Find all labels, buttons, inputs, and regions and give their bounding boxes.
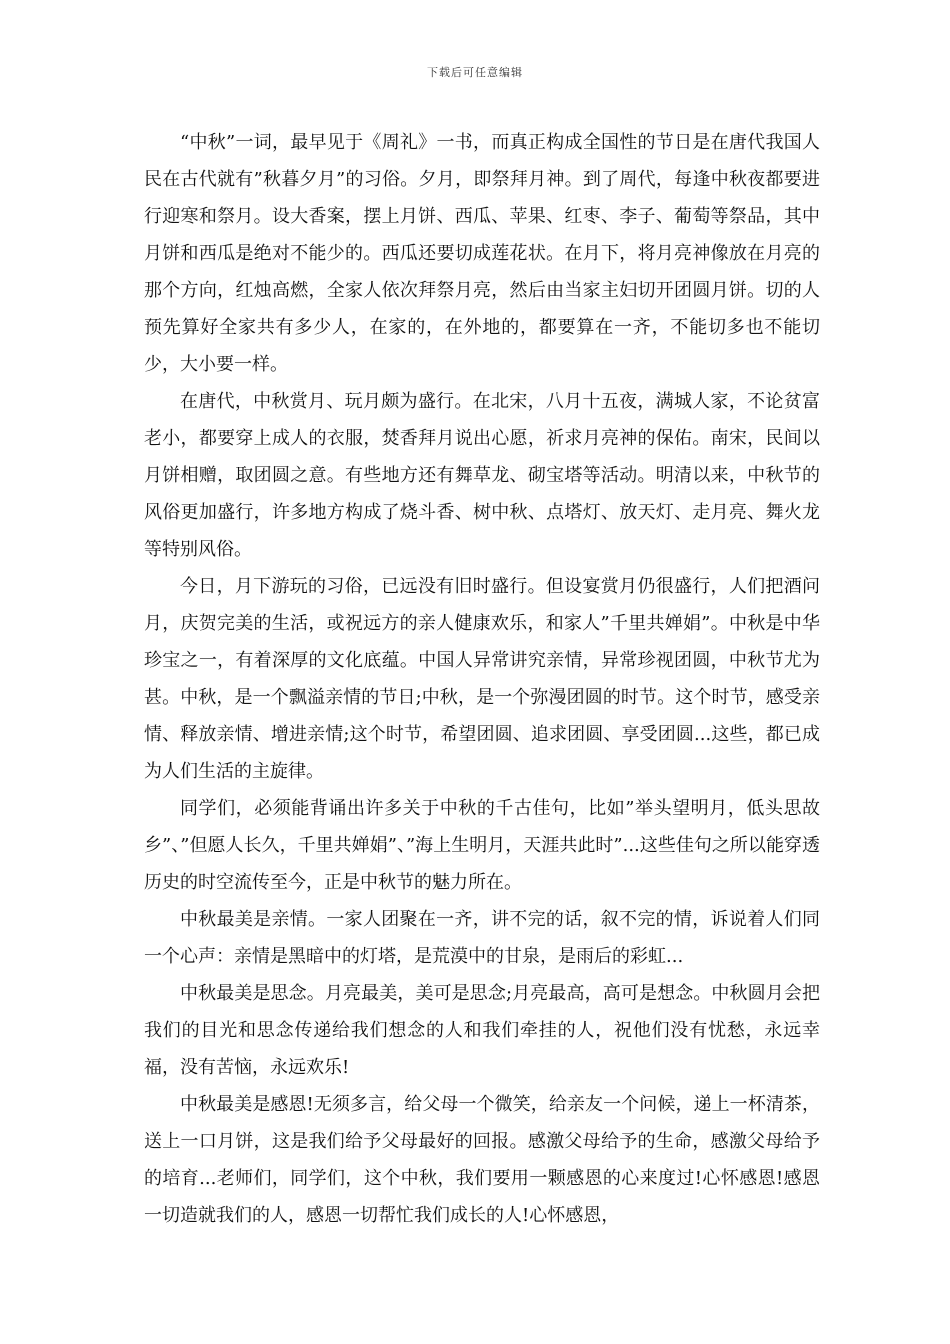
paragraph-3: 今日，月下游玩的习俗，已远没有旧时盛行。但设宴赏月仍很盛行，人们把酒问月，庆贺完美的生活，或祝远方的亲人健康欢乐，和家人”千里共婵娟”。中秋是中华珍宝之一，有着深厚的文化底蕴。中国人异常讲究亲情，异常珍视团圆，中秋节尤为甚。中秋，是一个飘溢亲情的节日;中秋，是一个弥漫团圆的时节。这个时节，感受亲情、释放亲情、增进亲情;这个时节，希望团圆、追求团圆、享受团圆...这些，都已成为人们生活的主旋律。 (144, 576, 820, 782)
paragraph-7: 中秋最美是感恩!无须多言，给父母一个微笑，给亲友一个问候，递上一杯清茶，送上一口月饼，这是我们给予父母最好的回报。感激父母给予的生命，感激父母给予的培育...老师们，同学们，这个中秋，我们要用一颗感恩的心来度过!心怀感恩!感恩一切造就我们的人，感恩一切帮忙我们成长的人!心怀感恩， (144, 1094, 820, 1226)
paragraph-4: 同学们，必须能背诵出许多关于中秋的千古佳句，比如”举头望明月，低头思故乡”、”但愿人长久，千里共婵娟”、”海上生明月，天涯共此时”...这些佳句之所以能穿透历史的时空流传至今，正是中秋节的魅力所在。 (144, 798, 820, 893)
paragraph-1: “中秋”一词，最早见于《周礼》一书，而真正构成全国性的节日是在唐代我国人民在古代就有”秋暮夕月”的习俗。夕月，即祭拜月神。到了周代，每逢中秋夜都要进行迎寒和祭月。设大香案，摆上月饼、西瓜、苹果、红枣、李子、葡萄等祭品，其中月饼和西瓜是绝对不能少的。西瓜还要切成莲花状。在月下，将月亮神像放在月亮的那个方向，红烛高燃，全家人依次拜祭月亮，然后由当家主妇切开团圆月饼。切的人预先算好全家共有多少人，在家的，在外地的，都要算在一齐，不能切多也不能切少，大小要一样。 (144, 132, 820, 375)
document-body (144, 124, 820, 1234)
paragraph-2: 在唐代，中秋赏月、玩月颇为盛行。在北宋，八月十五夜，满城人家，不论贫富老小，都要穿上成人的衣服，焚香拜月说出心愿，祈求月亮神的保佑。南宋，民间以月饼相赠，取团圆之意。有些地方还有舞草龙、砌宝塔等活动。明清以来，中秋节的风俗更加盛行，许多地方构成了烧斗香、树中秋、点塔灯、放天灯、走月亮、舞火龙等特别风俗。 (144, 391, 820, 560)
paragraph-5: 中秋最美是亲情。一家人团聚在一齐，讲不完的话，叙不完的情，诉说着人们同一个心声：亲情是黑暗中的灯塔，是荒漠中的甘泉，是雨后的彩虹... (144, 909, 820, 967)
page-header-note: 下载后可任意编辑 (427, 66, 523, 79)
paragraph-6: 中秋最美是思念。月亮最美，美可是思念;月亮最高，高可是想念。中秋圆月会把我们的目光和思念传递给我们想念的人和我们牵挂的人，祝他们没有忧愁，永远幸福，没有苦恼，永远欢乐! (144, 983, 820, 1078)
